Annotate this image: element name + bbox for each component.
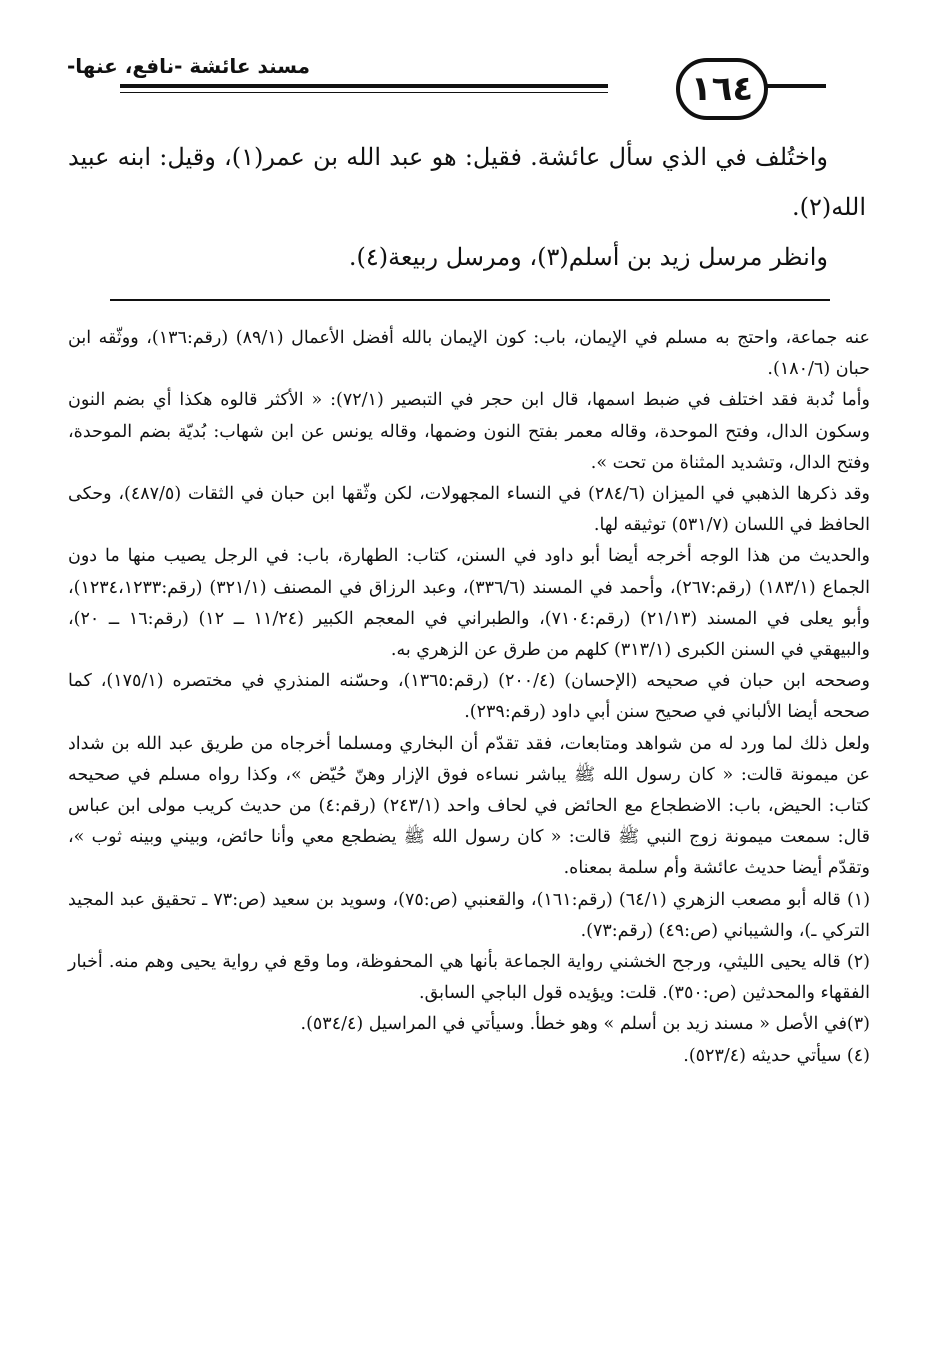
page-number-frame — [676, 58, 768, 120]
note-paragraph-1: عنه جماعة، واحتج به مسلم في الإيمان، باب: كون الإيمان بالله أفضل الأعمال (٨٩/١) (رقم:١٣٦)، ووثّقه ابن حبان (١٨٠/٦). — [68, 328, 870, 380]
note-paragraph-6: ولعل ذلك لما ورد له من شواهد ومتابعات، فقد تقدّم أن البخاري ومسلما أخرجاه من طريق عبد الله بن شداد عن ميمونة قالت: « كان رسول الله ﷺ يباشر نساءه فوق الإزار وهنّ حُيّض »، وكذا رواه مسلم في صحيحه كتاب: الحيض، باب: الاضطجاع مع الحائض في لحاف واحد (٢٤٣/١) (رقم:٤) من حديث كريب مولى ابن عباس قال: سمعت ميمونة زوج النبي ﷺ قالت: « كان رسول الله ﷺ يضطجع معي وأنا حائض، وبيني وبينه ثوب »، وتقدّم أيضا حديث عائشة وأم سلمة بمعناه. — [68, 733, 870, 879]
footnote-4: (٤) سيأتي حديثه (٥٢٣/٤). — [683, 1045, 870, 1066]
footnote-2: (٢) قاله يحيى الليثي، ورجح الخشني رواية الجماعة بأنها هي المحفوظة، وما وقع في رواية يحيى وهم منه. أخبار الفقهاء والمحدثين (ص:٣٥٠). قلت: ويؤيده قول الباجي السابق. — [68, 952, 870, 1004]
header-rule-thin — [120, 92, 608, 93]
header-rule — [120, 84, 608, 88]
note-paragraph-5: وصححه ابن حبان في صحيحه (الإحسان) (٢٠٠/٤) (رقم:١٣٦٥)، وحسّنه المنذري في مختصره (١٧٥/١)، كما صححه أيضا الألباني في صحيح سنن أبي داود (رقم:٢٣٩). — [68, 671, 870, 723]
footnote-1: (١) قاله أبو مصعب الزهري (٦٤/١) (رقم:١٦١)، والقعنبي (ص:٧٥)، وسويد بن سعيد (ص:٧٣ ـ تحقيق عبد المجيد التركي ـ)، والشيباني (ص:٤٩) (رقم:٧٣). — [68, 889, 871, 941]
note-paragraph-3: وقد ذكرها الذهبي في الميزان (٢٨٤/٦) في النساء المجهولات، لكن وثّقها ابن حبان في الثقات (٤٨٧/٥)، وحكى الحافظ في اللسان (٥٣١/٧) توثيقه لها. — [68, 484, 870, 536]
main-paragraph-1: واختُلف في الذي سأل عائشة. فقيل: هو عبد الله بن عمر(١)، وقيل: ابنه عبيد الله(٢). — [68, 143, 866, 221]
running-title: مسند عائشة -نافع، عنها- — [66, 54, 310, 78]
main-paragraph-2: وانظر مرسل زيد بن أسلم(٣)، ومرسل ربيعة(٤). — [348, 243, 828, 271]
footnote-3: (٣)في الأصل « مسند زيد بن أسلم » وهو خطأ. وسيأتي في المراسيل (٥٣٤/٤). — [300, 1014, 870, 1035]
footnote-separator — [110, 299, 830, 301]
footnotes — [68, 323, 870, 1072]
note-paragraph-4: والحديث من هذا الوجه أخرجه أيضا أبو داود في السنن، كتاب: الطهارة، باب: في الرجل يصيب منها ما دون الجماع (١٨٣/١) (رقم:٢٦٧)، وأحمد في المسند (٣٣٦/٦)، وعبد الرزاق في المصنف (٣٢١/١) (رقم:١٢٣٤،١٢٣٣)، وأبو يعلى في المسند (٢١/١٣) (رقم:٧١٠٤)، والطبراني في المعجم الكبير (١١/٢٤ ــ ١٢) (رقم:١٦ ــ ٢٠)، والبيهقي في السنن الكبرى (٣١٣/١) كلهم من طرق عن الزهري به. — [68, 546, 870, 661]
header-rule-right — [766, 84, 826, 88]
main-text — [68, 132, 866, 282]
note-paragraph-2: وأما نُدبة فقد اختلف في ضبط اسمها، قال ابن حجر في التبصير (٧٢/١): « الأكثر قالوه هكذا أي بضم النون وسكون الدال، وفتح الموحدة، وقاله معمر بفتح النون وضمها، وقاله يونس عن ابن شهاب: بُديّة بضم الموحدة، وفتح الدال، وتشديد المثناة من تحت ». — [68, 390, 871, 473]
page-number: ١٦٤ — [690, 69, 754, 109]
